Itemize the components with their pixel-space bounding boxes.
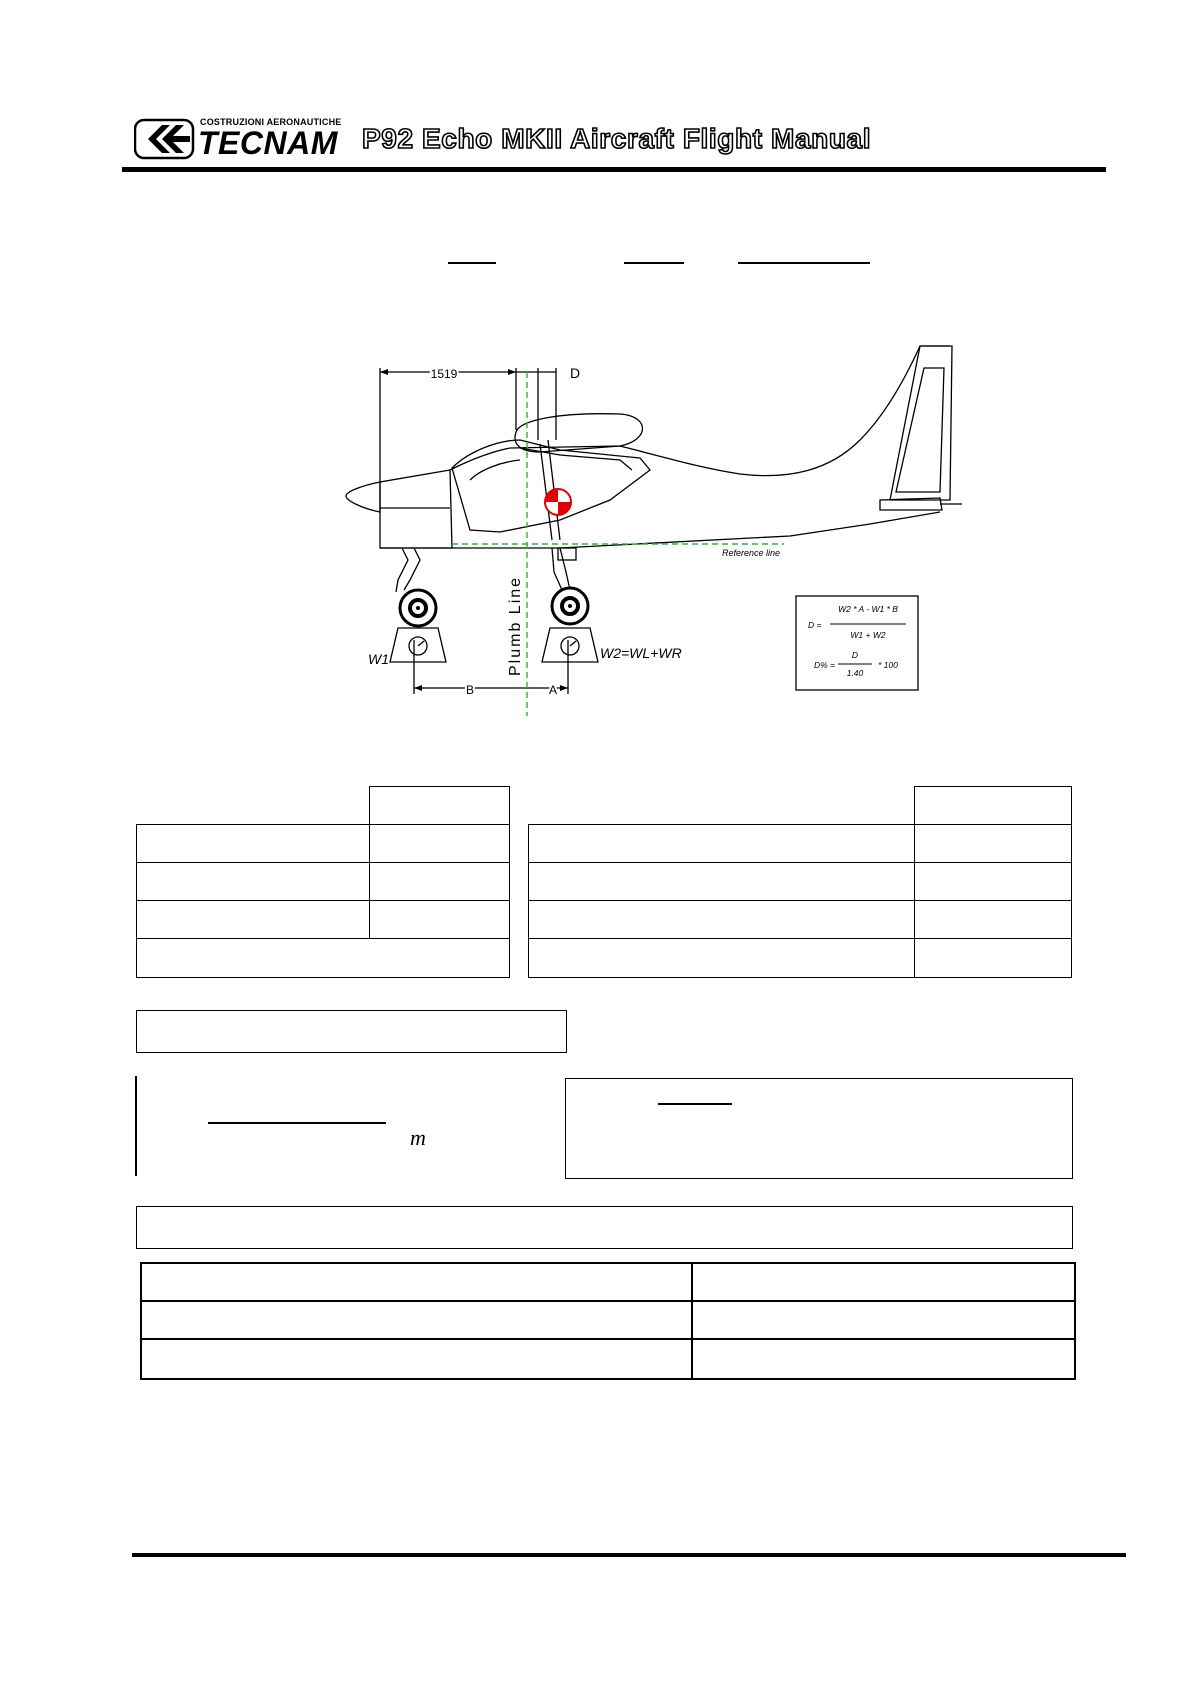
dim-d-label: D — [570, 365, 581, 381]
formula-d-numerator: W2 * A - W1 * B — [838, 604, 898, 614]
section-heading-box — [136, 1206, 1073, 1249]
calc-right-box — [565, 1078, 1073, 1179]
lower-table-row-1-label — [140, 1262, 693, 1302]
left-table-row-3-label — [136, 900, 371, 940]
calc-right-underline — [658, 1103, 732, 1105]
left-table-row-2-value — [369, 862, 510, 902]
calc-left-fraction-line — [208, 1122, 386, 1124]
footer-rule — [132, 1553, 1126, 1557]
lower-table-row-2-label — [140, 1300, 693, 1340]
lower-table-row-2-value — [691, 1300, 1076, 1340]
dim-a-label: A — [548, 683, 558, 697]
w2-label: W2=WL+WR — [600, 645, 682, 661]
weighing-diagram — [0, 0, 1194, 720]
formula-d-denominator: W1 + W2 — [850, 630, 886, 640]
lower-table-row-3-label — [140, 1338, 693, 1380]
cg-symbol — [545, 489, 571, 515]
right-table-row-1-value — [914, 824, 1072, 864]
reference-line-label: Reference line — [722, 548, 781, 558]
left-table-row-2-label — [136, 862, 371, 902]
left-table-row-3-value — [369, 900, 510, 940]
main-wheel — [552, 588, 588, 624]
formula-dp-numerator: D — [851, 650, 859, 660]
logo-subtitle: COSTRUZIONI AERONAUTICHE — [200, 117, 342, 127]
dim-1519-label: 1519 — [430, 367, 458, 381]
left-table-header-cell — [369, 786, 510, 826]
right-table-row-2-value — [914, 862, 1072, 902]
summary-box — [136, 1010, 567, 1053]
formula-dp-tail: * 100 — [878, 660, 898, 670]
logo-wordmark: TECNAM — [198, 125, 338, 161]
m-symbol: m — [410, 1125, 426, 1150]
scales — [390, 628, 598, 662]
right-table-header-cell — [914, 786, 1072, 826]
formula-d-lhs: D = — [808, 620, 822, 630]
plumb-line-label: Plumb Line — [507, 575, 524, 676]
right-table-row-3-label — [528, 900, 916, 940]
calc-left-border — [135, 1076, 137, 1176]
left-table-row-1-label — [136, 824, 371, 864]
nose-wheel — [400, 590, 436, 626]
right-table-row-1-label — [528, 824, 916, 864]
formula-box — [796, 596, 918, 690]
plumb-reference-lines — [452, 372, 784, 716]
formula-dp-lhs: D% = — [814, 660, 836, 670]
manual-title: P92 Echo MKII Aircraft Flight Manual — [362, 123, 872, 154]
lower-table-row-3-value — [691, 1338, 1076, 1380]
right-table-row-4-label — [528, 938, 916, 978]
lower-table-row-1-value — [691, 1262, 1076, 1302]
dim-b-label: B — [465, 683, 475, 697]
left-table-row-1-value — [369, 824, 510, 864]
right-table-row-4-value — [914, 938, 1072, 978]
left-table-row-4 — [136, 938, 510, 978]
formula-dp-denominator: 1.40 — [846, 668, 864, 678]
right-table-row-3-value — [914, 900, 1072, 940]
right-table-row-2-label — [528, 862, 916, 902]
w1-label: W1 — [368, 651, 389, 667]
